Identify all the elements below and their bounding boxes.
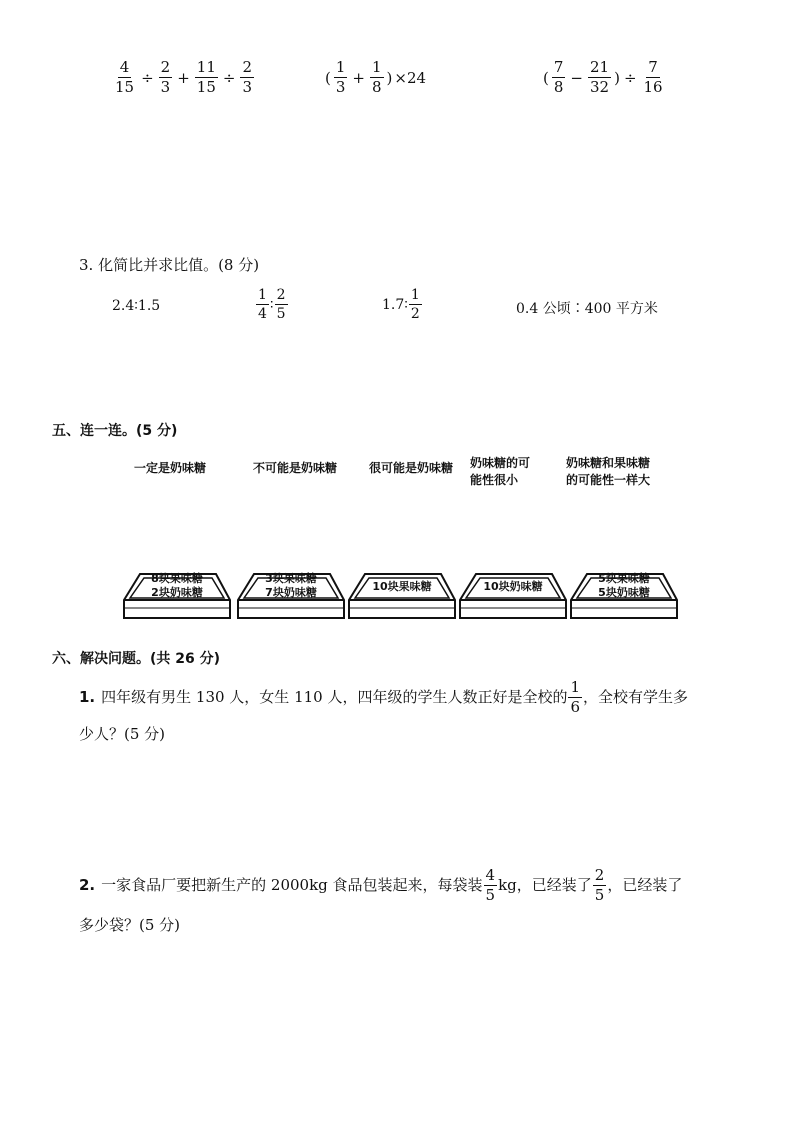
fraction: $\frac{4}{5}$: [485, 866, 496, 904]
problem-text: 一家食品厂要把新生产的 2000kg 食品包装起来，每袋装: [101, 876, 483, 894]
expression-tail: ×24: [394, 68, 427, 87]
fraction: $\frac{1}{6}$: [570, 678, 581, 716]
problem-2-line2: 多少袋？(5 分): [79, 916, 181, 934]
fraction: $\frac{1}{4}$: [258, 287, 267, 322]
fraction: $\frac{4}{15}$: [115, 58, 135, 96]
problem-text: ，已经装了: [607, 876, 683, 894]
problem-1: [79, 680, 688, 715]
fraction: $\frac{2}{5}$: [594, 866, 605, 904]
ratio-2: [255, 288, 289, 321]
problem-number: 1.: [79, 688, 96, 706]
problem-1-line2: 少人？(5 分): [79, 725, 166, 743]
fraction: $\frac{1}{3}$: [335, 58, 346, 96]
fraction: $\frac{7}{8}$: [553, 58, 564, 96]
candy-box-label: 10块果味糖: [372, 580, 432, 593]
fraction: $\frac{2}{5}$: [276, 287, 286, 322]
match-label-2: 不可能是奶味糖: [252, 461, 337, 475]
operator: +: [352, 68, 365, 87]
problem-2: [79, 868, 682, 903]
question-3-title: 3. 化简比并求比值。(8 分): [79, 256, 260, 274]
ratio-4: 0.4 公顷∶400 平方米: [516, 301, 658, 317]
paren: ): [614, 68, 620, 87]
match-label-1: 一定是奶味糖: [133, 461, 206, 475]
section-6-title: 六、解决问题。(共 26 分): [52, 651, 221, 667]
paren: (: [325, 68, 331, 87]
paren: ): [386, 68, 393, 87]
expression-1: [112, 60, 255, 95]
ratio-sign: ∶: [269, 296, 274, 313]
candy-box-label: 8块果味糖 2块奶味糖: [151, 572, 203, 599]
candy-box-5: [567, 562, 681, 630]
operator: ÷: [623, 68, 637, 87]
match-label-4: 奶味糖的可 能性很小: [470, 456, 531, 487]
ratio-prefix: 1.7∶: [382, 296, 408, 313]
section-5-title: 五、连一连。(5 分): [52, 423, 178, 439]
ratio-3: [382, 288, 423, 321]
candy-box-label: 10块奶味糖: [483, 580, 543, 593]
expression-2: [325, 60, 426, 95]
candy-box-label: 5块果味糖 5块奶味糖: [598, 572, 650, 599]
ratio-1: 2.4∶1.5: [112, 298, 161, 314]
fraction: $\frac{7}{16}$: [643, 58, 663, 96]
match-label-5: 奶味糖和果味糖 的可能性一样大: [566, 456, 651, 487]
problem-text: ，全校有学生多: [583, 688, 689, 706]
operator: ÷: [222, 68, 236, 87]
problem-text: 四年级有男生 130 人，女生 110 人，四年级的学生人数正好是全校的: [101, 688, 568, 706]
candy-box-4: [456, 562, 570, 630]
candy-box-2: [234, 562, 348, 630]
candy-box-label: 3块果味糖 7块奶味糖: [265, 572, 317, 599]
match-label-3: 很可能是奶味糖: [368, 461, 453, 475]
operator: +: [177, 68, 190, 87]
fraction: $\frac{21}{32}$: [589, 58, 610, 96]
operator: ÷: [141, 68, 154, 87]
candy-box-3: [345, 562, 459, 630]
candy-box-1: [120, 562, 234, 630]
fraction: $\frac{2}{3}$: [160, 58, 171, 96]
problem-text: kg，已经装了: [498, 876, 592, 894]
fraction: $\frac{1}{8}$: [371, 58, 382, 96]
fraction: $\frac{1}{2}$: [410, 287, 420, 322]
expression-3: [543, 60, 666, 95]
paren: (: [543, 68, 549, 87]
operator: −: [570, 68, 583, 87]
fraction: $\frac{11}{15}$: [196, 58, 216, 96]
problem-number: 2.: [79, 876, 96, 894]
fraction: $\frac{2}{3}$: [242, 58, 253, 96]
